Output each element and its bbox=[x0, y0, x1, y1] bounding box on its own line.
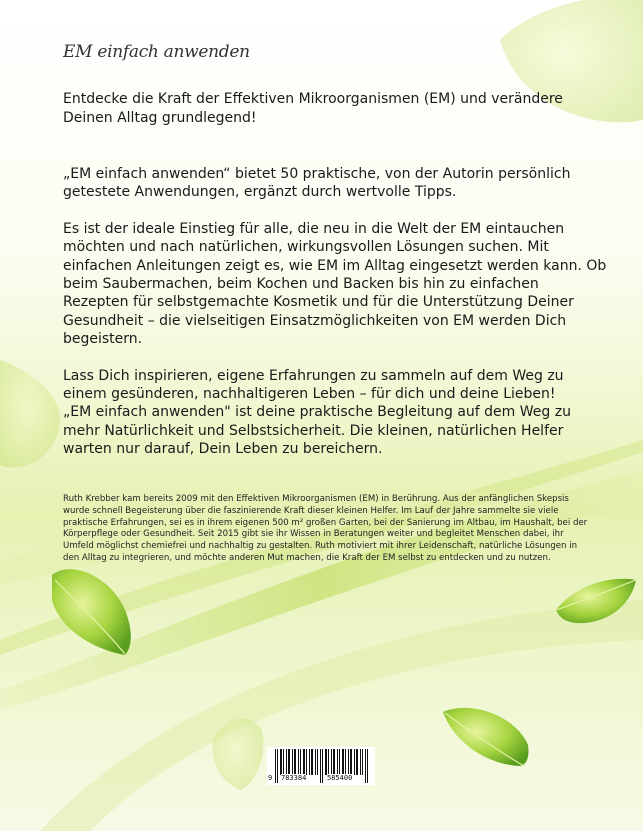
paragraph-inspiration: Lass Dich inspirieren, eigene Erfahrungen zu sammeln auf dem Weg zu einem gesünderen, nachhaltigeren Leben – für dich und deine Lieben! bbox=[63, 367, 564, 403]
barcode-lead-digit: 9 bbox=[268, 774, 273, 782]
leaf-bottom-right bbox=[443, 708, 528, 766]
paragraph-details: Es ist der ideale Einstieg für alle, die neu in die Welt der EM eintauchen möchten und nach natürlichen, wirkungsvollen Lösungen suchen. Mit einfachen Anleitungen zeigt es, wie EM im Alltag eingesetzt werden kann. Ob beim Saubermachen, beim Kochen und Backen bis hin zu einfachen Rezepten für selbstgemachte Kosmetik und für die Unterstützung Deiner Gesundheit – die vielseitigen Einsatzmöglichkeiten von EM werden Dich begeistern. bbox=[63, 220, 607, 348]
author-bio: Ruth Krebber kam bereits 2009 mit den Effektiven Mikroorganismen (EM) in Berührung. Aus der anfänglichen Skepsis wurde schnell Begeisterung über die faszinierende Kraft dieser kleinen Helfer. Im Lauf der Jahre sammelte sie viele praktische Erfahrungen, sei es in ihrem eigenen 500 m² großen Garten, bei der Sanierung im Altbau, im Haushalt, bei der Körperpflege oder Gesundheit. Seit 2015 gibt sie ihr Wissen in Beratungen weiter und begleitet Menschen dabei, ihr Umfeld möglichst chemiefrei und nachhaltig zu gestalten. Ruth motiviert mit ihrer Leidenschaft, natürliche Lösungen in den Alltag zu integrieren, und möchte anderen Mut machen, die Kraft der EM selbst zu entdecken und zu nutzen. bbox=[63, 494, 588, 563]
paragraph-overview: „EM einfach anwenden“ bietet 50 praktische, von der Autorin persönlich getestete Anwendungen, ergänzt durch wertvolle Tipps. bbox=[63, 166, 571, 201]
brand-title: EM einfach anwenden bbox=[63, 42, 250, 62]
barcode-group-1: 783384 bbox=[281, 774, 307, 782]
main-description bbox=[63, 165, 608, 459]
leaf-bottom-center bbox=[213, 719, 264, 790]
isbn-barcode bbox=[267, 747, 375, 785]
barcode-group-2: 585400 bbox=[327, 774, 353, 782]
intro-text: Entdecke die Kraft der Effektiven Mikroorganismen (EM) und verändere Deinen Alltag grundlegend! bbox=[63, 91, 563, 126]
leaf-left-blurry bbox=[0, 360, 60, 467]
paragraph-closing: „EM einfach anwenden" ist deine praktische Begleitung auf dem Weg zu mehr Natürlichkeit und Selbstsicherheit. Die kleinen, natürlichen Helfer warten nur darauf, Dein Leben zu bereichern. bbox=[63, 404, 571, 458]
leaf-bottom-left bbox=[52, 569, 131, 655]
